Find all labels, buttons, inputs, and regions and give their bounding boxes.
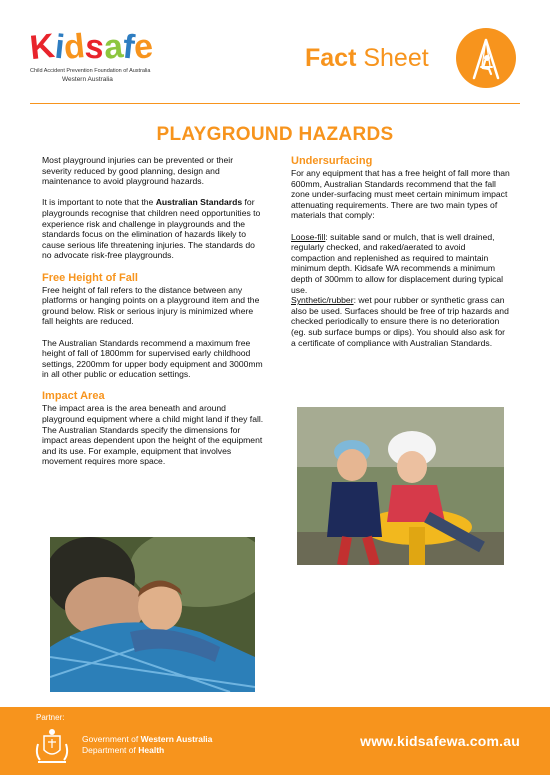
header: [0, 0, 550, 110]
logo-letter: a: [101, 27, 125, 67]
logo-letter: d: [62, 27, 87, 67]
intro-paragraph: Most playground injuries can be prevented or their severity reduced by good planning, design and maintenance to avoid playground hazards.: [42, 155, 234, 187]
fact-title-regular: Sheet: [356, 44, 429, 72]
logo-tagline: Child Accident Prevention Foundation of Australia: [30, 68, 151, 74]
materials-paragraph: [291, 232, 511, 349]
standards-pre: It is important to note that the: [42, 197, 156, 208]
undersurfacing-heading: Undersurfacing: [291, 155, 373, 167]
kidsafe-logo[interactable]: [30, 28, 160, 88]
standards-paragraph: [42, 197, 264, 261]
footer: [0, 707, 550, 775]
dept-bold: Health: [138, 744, 165, 755]
partner-label: Partner:: [36, 713, 65, 722]
impact-paragraph: The impact area is the area beneath and around playground equipment where a child might land if they fall. The Australian Standards specify the dimensions for impact areas dependent upon the height of the equipment and its use. For example, equipment that involves movement requires more space.: [42, 403, 264, 467]
gov-line: [82, 734, 212, 745]
logo-letter: f: [120, 27, 136, 67]
synthetic-text: : wet pour rubber or synthetic grass can also be used. Surfaces should be free of trip hazards and checked periodically to ensure there is no deterioration (eg. sub surface bumps or dips). You should also ask for a certificate of compliance with Australian Standards.: [291, 295, 509, 348]
logo-letter: s: [82, 27, 106, 67]
impact-heading: Impact Area: [42, 390, 105, 403]
gov-pre: Government of: [82, 734, 141, 744]
left-column: [42, 155, 264, 478]
undersurfacing-paragraph: For any equipment that has a free height of fall more than 600mm, Australian Standards recommend that the fall zone under-surfacing must meet certain minimum impact attenuating requirements. There are two main types of materials that comply:: [291, 168, 510, 221]
wa-crest-icon: [30, 724, 74, 768]
fall-heading: Free Height of Fall: [42, 271, 138, 284]
synthetic-label: Synthetic/rubber: [291, 295, 354, 306]
logo-letter: e: [131, 27, 155, 67]
website-link[interactable]: www.kidsafewa.com.au: [360, 733, 520, 749]
fall-paragraph-2: The Australian Standards recommend a maximum free height of fall of 1800mm for supervised early childhood settings, 2200mm for upper body equipment and 3000mm in all other public or education settings.: [42, 337, 263, 380]
loose-fill-label: Loose-fill: [291, 231, 326, 242]
swing-icon: [456, 28, 516, 88]
standards-bold: Australian Standards: [155, 197, 243, 208]
logo-wordmark: [30, 28, 153, 67]
gov-bold: Western Australia: [140, 734, 213, 744]
logo-letter: i: [52, 27, 67, 67]
header-divider: [30, 103, 520, 104]
standards-post: for playgrounds recognise that children need opportunities to experience risk and challenge in playgrounds and the standards focus on the elimination of hazards likely to cause serious life threatening injuries. The standards do no advocate risk-free playgrounds.: [42, 197, 261, 261]
fall-paragraph-1: Free height of fall refers to the distance between any platforms or hanging points on a playground item and the ground below. Risk or serious injury is minimized where fall heights are reduced.: [42, 284, 260, 327]
fact-sheet-title: [305, 44, 429, 73]
logo-region: Western Australia: [62, 76, 113, 83]
gov-partner-text: [82, 734, 212, 755]
loose-fill-text: : suitable sand or mulch, that is well drained, regularly checked, and raked/aerated to avoid compaction and replenished as required to maintain minimum depth. Kidsafe WA recommends a minimum depth of 300mm to allow for displacement during typical use.: [291, 231, 504, 295]
logo-letter: K: [28, 26, 57, 68]
right-column: [291, 155, 511, 359]
dept-line: [82, 745, 212, 756]
photo-children-swing: [50, 537, 255, 692]
fact-title-bold: Fact: [305, 44, 357, 72]
photo-children-spinner: [297, 407, 504, 565]
page-title: PLAYGROUND HAZARDS: [156, 124, 394, 145]
dept-pre: Department of: [82, 744, 139, 755]
